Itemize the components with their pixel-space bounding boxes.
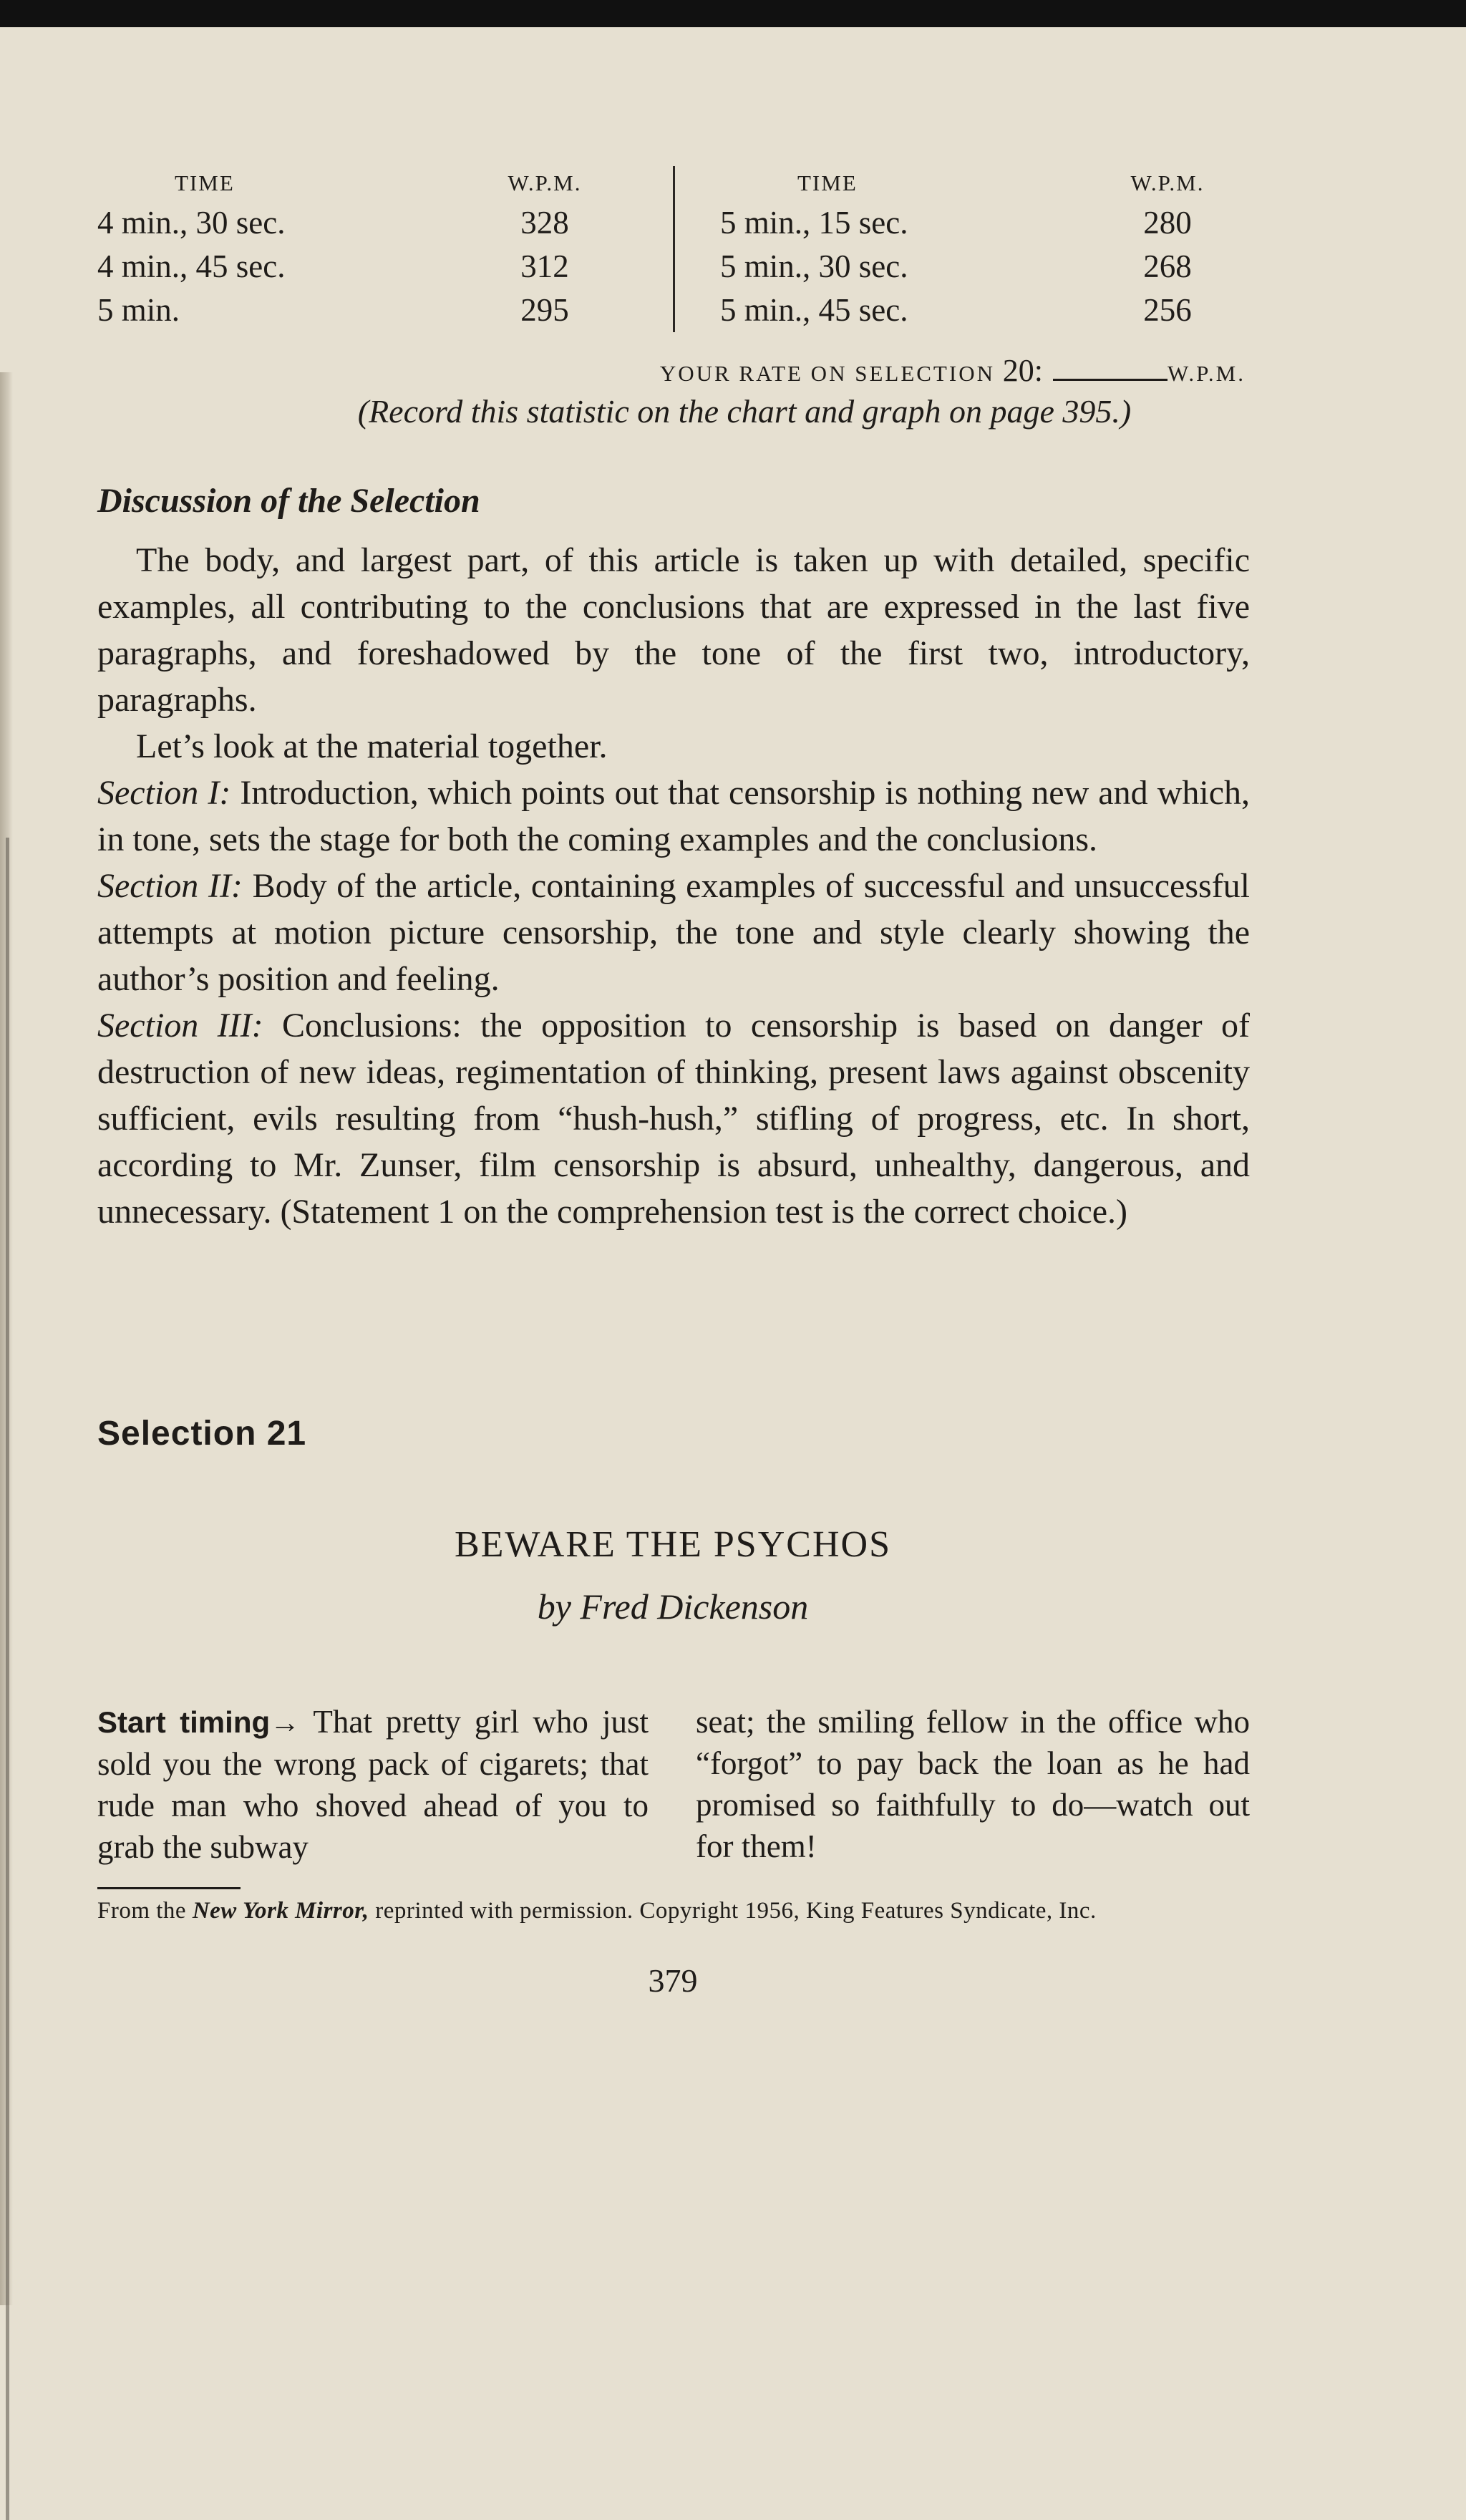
binding-edge	[6, 838, 9, 2520]
rate-row	[97, 244, 598, 288]
wpm-cell: 328	[520, 204, 569, 241]
rate-table-right	[720, 159, 1221, 331]
time-cell: 4 min., 45 sec.	[97, 248, 286, 284]
your-rate-line	[458, 352, 1246, 389]
time-cell: 5 min., 15 sec.	[720, 204, 908, 241]
rate-label: YOUR RATE ON SELECTION	[659, 361, 995, 386]
footnote-rule	[97, 1887, 241, 1889]
rate-unit: W.P.M.	[1167, 361, 1246, 386]
rate-table-header	[97, 159, 598, 200]
scan-top-border	[0, 0, 1466, 27]
selection-number: 20:	[1002, 353, 1043, 388]
article-text-left: That pretty girl who just sold you the wrong pack of cigarets; that rude man who shoved ahead of you to grab the subway	[97, 1704, 649, 1865]
wpm-header: W.P.M.	[508, 170, 582, 195]
wpm-cell: 268	[1143, 248, 1192, 284]
time-cell: 5 min.	[97, 291, 180, 328]
time-cell: 4 min., 30 sec.	[97, 204, 286, 241]
wpm-cell: 295	[520, 291, 569, 328]
page-number: 379	[648, 1962, 698, 1999]
article-byline: by Fred Dickenson	[537, 1586, 809, 1627]
footnote	[97, 1894, 1250, 1928]
wpm-header: W.P.M.	[1130, 170, 1205, 195]
discussion-paragraph: The body, and largest part, of this article is taken up with detailed, specific examples, all contributing to the conclusions that are expressed in the last five paragraphs, and foreshadowed by the tone of the first two, introductory, paragraphs.	[97, 541, 1250, 719]
section-label: Section III:	[97, 1007, 263, 1045]
rate-blank	[1053, 377, 1168, 381]
footnote-rest: reprinted with permission. Copyright 1956, King Features Syndicate, Inc.	[375, 1898, 1097, 1924]
section-label: Section I:	[97, 774, 231, 812]
rate-row	[720, 244, 1221, 288]
rate-table-left	[97, 159, 598, 331]
page-gutter-shadow	[0, 372, 13, 2305]
time-header: TIME	[797, 170, 858, 195]
rate-table-header	[720, 159, 1221, 200]
article-column-left	[97, 1701, 649, 1868]
wpm-cell: 256	[1143, 291, 1192, 328]
section-text: Conclusions: the opposition to censorship is based on danger of destruction of new ideas, regimentation of thinking, present laws against obscenity sufficient, evils resulting from “hush-hush,” stifling of progress, etc. In short, according to Mr. Zunser, film censorship is absurd, unhealthy, dangerous, and unnecessary. (Statement 1 on the comprehension test is the correct choice.)	[97, 1007, 1251, 1231]
wpm-cell: 280	[1143, 204, 1192, 241]
discussion-paragraph: Let’s look at the material together.	[136, 727, 608, 765]
article-title: BEWARE THE PSYCHOS	[454, 1524, 891, 1565]
rate-row	[97, 200, 598, 244]
time-header: TIME	[175, 170, 235, 195]
discussion-body	[97, 537, 1250, 1235]
section-label: Section II:	[97, 867, 243, 905]
selection-heading: Selection 21	[97, 1415, 307, 1453]
footnote-prefix: From the	[97, 1898, 187, 1924]
start-timing-label: Start timing→	[97, 1705, 301, 1739]
section-paragraph	[97, 1002, 1250, 1235]
record-note: (Record this statistic on the chart and graph on page 395.)	[357, 393, 1132, 430]
article-column-right: seat; the smiling fellow in the office who “forgot” to pay back the loan as he had promised so faithfully to do—watch out for them!	[696, 1704, 1250, 1864]
time-cell: 5 min., 30 sec.	[720, 248, 908, 284]
footnote-source: New York Mirror,	[192, 1898, 369, 1924]
section-paragraph	[97, 770, 1250, 863]
rate-row	[720, 288, 1221, 331]
section-text: Introduction, which points out that censorship is nothing new and which, in tone, sets the stage for both the coming examples and the conclusions.	[97, 774, 1250, 858]
discussion-heading: Discussion of the Selection	[97, 482, 480, 520]
section-text: Body of the article, containing examples of successful and unsuccessful attempts at motion picture censorship, the tone and style clearly showing the author’s position and feeling.	[97, 867, 1251, 998]
rate-row	[97, 288, 598, 331]
wpm-cell: 312	[520, 248, 569, 284]
table-divider	[673, 166, 675, 332]
section-paragraph	[97, 863, 1250, 1002]
rate-row	[720, 200, 1221, 244]
time-cell: 5 min., 45 sec.	[720, 291, 908, 328]
